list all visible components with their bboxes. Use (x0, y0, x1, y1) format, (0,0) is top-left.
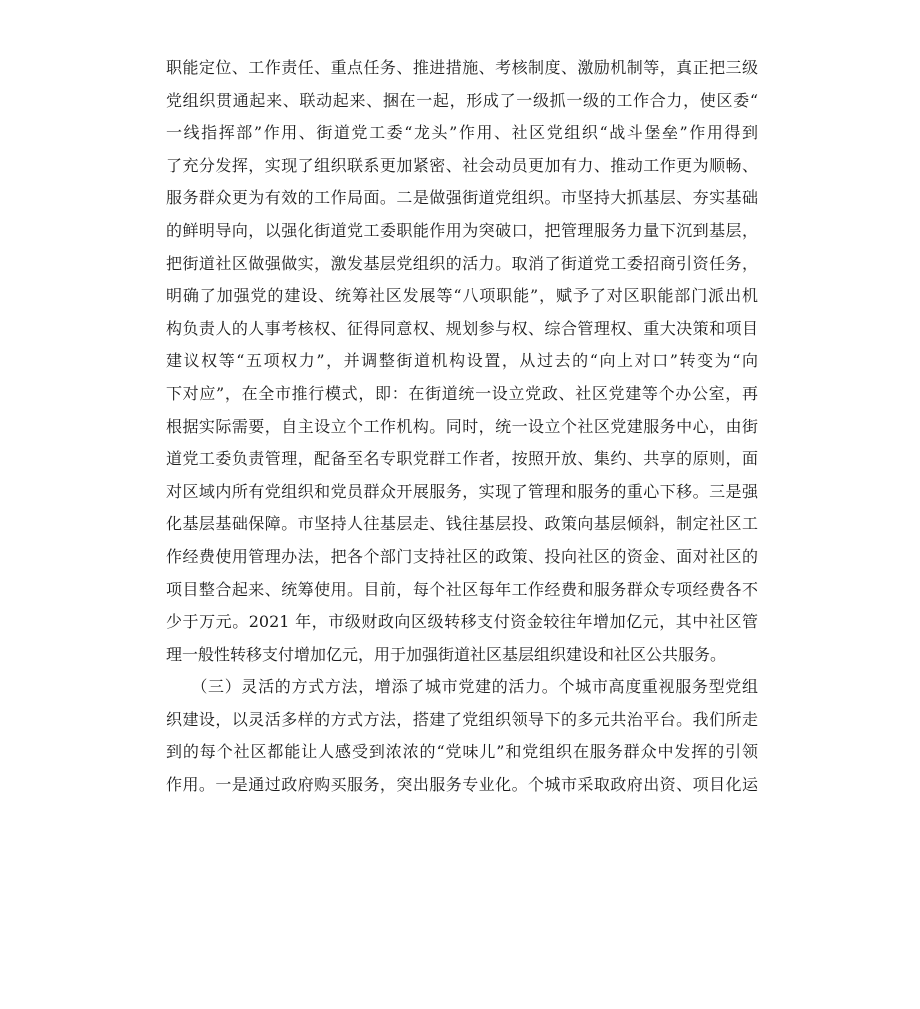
text-line: 少于万元。2021 年，市级财政向区级转移支付资金较往年增加亿元，其中社区管 (166, 612, 758, 632)
text-line: 化基层基础保障。市坚持人往基层走、钱往基层投、政策向基层倾斜，制定社区工 (166, 514, 758, 534)
text-line: 对区域内所有党组织和党员群众开展服务，实现了管理和服务的重心下移。三是强 (166, 481, 758, 501)
body-text (166, 52, 758, 802)
text-line: 服务群众更为有效的工作局面。二是做强街道党组织。市坚持大抓基层、夯实基础 (166, 188, 758, 208)
text-line: 构负责人的人事考核权、征得同意权、规划参与权、综合管理权、重大决策和项目 (166, 318, 758, 338)
text-line: 明确了加强党的建设、统筹社区发展等“八项职能”，赋予了对区职能部门派出机 (166, 286, 758, 306)
text-line: 道党工委负责管理，配备至名专职党群工作者，按照开放、集约、共享的原则，面 (166, 449, 758, 469)
text-line: 建议权等“五项权力”，并调整街道机构设置，从过去的“向上对口”转变为“向 (166, 351, 758, 371)
text-line: 一线指挥部”作用、街道党工委“龙头”作用、社区党组织“战斗堡垒”作用得到 (166, 123, 758, 143)
text-line: 的鲜明导向，以强化街道党工委职能作用为突破口，把管理服务力量下沉到基层， (166, 220, 758, 240)
text-line: （三）灵活的方式方法，增添了城市党建的活力。个城市高度重视服务型党组 (166, 677, 758, 697)
text-line: 下对应”，在全市推行模式，即：在街道统一设立党政、社区党建等个办公室，再 (166, 383, 758, 403)
text-line: 作用。一是通过政府购买服务，突出服务专业化。个城市采取政府出资、项目化运 (166, 775, 758, 795)
text-line: 根据实际需要，自主设立个工作机构。同时，统一设立个社区党建服务中心，由街 (166, 416, 758, 436)
text-line: 到的每个社区都能让人感受到浓浓的“党味儿”和党组织在服务群众中发挥的引领 (166, 742, 758, 762)
text-line: 理一般性转移支付增加亿元，用于加强街道社区基层组织建设和社区公共服务。 (166, 644, 727, 664)
text-line: 作经费使用管理办法，把各个部门支持社区的政策、投向社区的资金、面对社区的 (166, 546, 758, 566)
text-line: 职能定位、工作责任、重点任务、推进措施、考核制度、激励机制等，真正把三级 (166, 58, 758, 77)
text-line: 把街道社区做强做实，激发基层党组织的活力。取消了街道党工委招商引资任务， (166, 253, 758, 273)
text-line: 了充分发挥，实现了组织联系更加紧密、社会动员更加有力、推动工作更为顺畅、 (166, 155, 758, 175)
text-line: 项目整合起来、统筹使用。目前，每个社区每年工作经费和服务群众专项经费各不 (166, 579, 758, 599)
text-line: 党组织贯通起来、联动起来、捆在一起，形成了一级抓一级的工作合力，使区委“ (166, 90, 758, 110)
text-line: 织建设，以灵活多样的方式方法，搭建了党组织领导下的多元共治平台。我们所走 (166, 709, 758, 729)
